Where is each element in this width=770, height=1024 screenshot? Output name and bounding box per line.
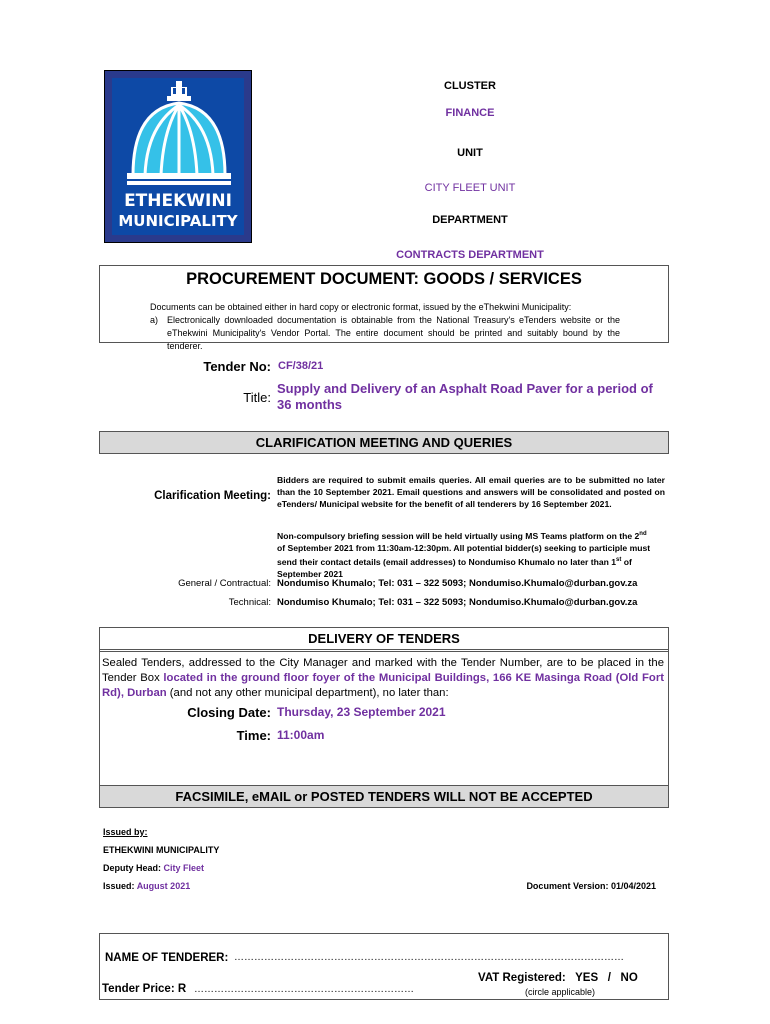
tender-number-value: CF/38/21	[278, 360, 324, 372]
closing-date-label: Closing Date:	[187, 705, 271, 720]
clarification-heading: CLARIFICATION MEETING AND QUERIES	[99, 431, 669, 454]
cluster-label: CLUSTER	[444, 80, 496, 92]
circle-applicable-note: (circle applicable)	[524, 987, 596, 997]
procurement-note1: Documents can be obtained either in hard copy or electronic format, issued by the eThekwini Municipality:	[150, 302, 572, 312]
document-version: Document Version: 01/04/2021	[526, 881, 656, 891]
logo-line2: MUNICIPALITY	[118, 212, 238, 230]
department-label: DEPARTMENT	[432, 214, 508, 226]
cluster-value: FINANCE	[445, 107, 495, 119]
department-value: CONTRACTS DEPARTMENT	[396, 249, 544, 261]
ethekwini-logo	[104, 70, 252, 243]
procurement-note2-marker: a)	[150, 315, 159, 325]
tenderer-name-label: NAME OF TENDERER:	[105, 952, 229, 964]
delivery-text: Sealed Tenders, addressed to the City Manager and marked with the Tender Number, are to be placed in the Tender Box located in the ground floor foyer of the Municipal Buildings, 166 KE Masinga Road (Old Fort Rd), Durban (and not any other municipal department), no later than:	[102, 657, 664, 699]
issued-by-label: Issued by:	[103, 827, 148, 837]
procurement-note2: Electronically downloaded documentation is obtainable from the National Treasury's eTenders website or the eThekwini Municipality's Vendor Portal. The entire document should be printed and suitably bound by the tenderer.	[167, 315, 620, 351]
closing-time-label: Time:	[236, 728, 271, 743]
tender-title-label: Title:	[243, 390, 271, 405]
technical-contact-label: Technical:	[228, 597, 271, 608]
city-hall-dome-icon	[105, 71, 253, 191]
logo-line1: ETHEKWINI	[124, 191, 232, 211]
delivery-divider	[99, 651, 669, 652]
tender-number-label: Tender No:	[203, 359, 271, 374]
issued-date: Issued: August 2021	[103, 881, 191, 891]
general-contact-value: Nondumiso Khumalo; Tel: 031 – 322 5093; Nondumiso.Khumalo@durban.gov.za	[277, 578, 638, 589]
vat-registered: VAT Registered: YES / NO	[478, 972, 638, 984]
procurement-title: PROCUREMENT DOCUMENT: GOODS / SERVICES	[186, 270, 582, 288]
technical-contact-value: Nondumiso Khumalo; Tel: 031 – 322 5093; Nondumiso.Khumalo@durban.gov.za	[277, 597, 638, 608]
closing-date-value: Thursday, 23 September 2021	[277, 705, 446, 719]
delivery-heading: DELIVERY OF TENDERS	[99, 627, 669, 650]
general-contact-label: General / Contractual:	[178, 578, 271, 589]
unit-value: CITY FLEET UNIT	[424, 182, 516, 194]
facsimile-notice: FACSIMILE, eMAIL or POSTED TENDERS WILL NOT BE ACCEPTED	[99, 785, 669, 808]
tenderer-name-field[interactable]: ………………………………………………………………………………………………………	[234, 952, 624, 963]
clarification-para1: Bidders are required to submit emails queries. All email queries are to be submitted no later than the 10 September 2021. Email questions and answers will be consolidated and posted on eTenders/ Municipal website for the benefit of all tenderers by 16 September 2021.	[277, 475, 665, 509]
tender-title-value: Supply and Delivery of an Asphalt Road Paver for a period of 36 months	[277, 381, 653, 412]
tender-price-label: Tender Price: R	[102, 983, 187, 995]
tender-price-field[interactable]: …………………………………………………………	[194, 984, 414, 995]
unit-label: UNIT	[457, 147, 483, 159]
clarification-para2: Non-compulsory briefing session will be held virtually using MS Teams platform on the 2nd of September 2021 from 11:30am-12:30pm. All potential bidder(s) seeking to participle must send their contact details (email addresses) to Nondumiso Khumalo no later than 1st of September 2021	[277, 530, 651, 579]
issuing-municipality: ETHEKWINI MUNICIPALITY	[103, 845, 220, 855]
deputy-head: Deputy Head: City Fleet	[103, 863, 205, 873]
clarification-meeting-label: Clarification Meeting:	[154, 490, 271, 502]
closing-time-value: 11:00am	[277, 728, 325, 742]
